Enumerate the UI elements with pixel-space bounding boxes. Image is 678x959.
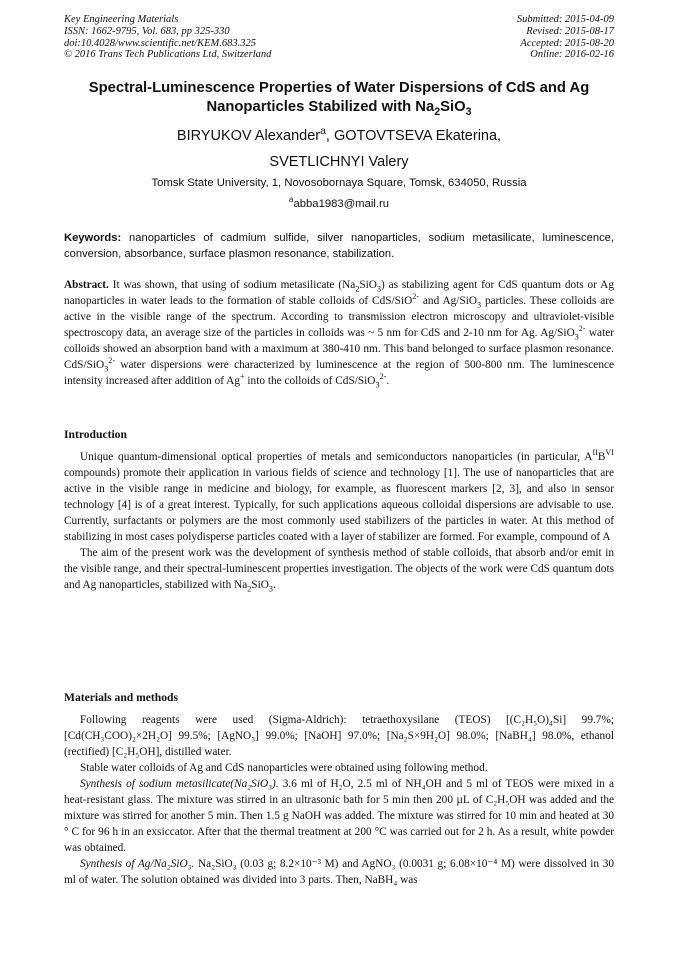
- methods-paragraph-4: Synthesis of Ag/Na₂SiO₃. Na₂SiO₃ (0.03 g; 8.2×10⁻³ M) and AgNO₃ (0.0031 g; 6.08×10⁻⁴ M) were dissolved in 30 ml of water. The solution obtained was divided into 3 parts. Then, NaBH₄ was: [64, 858, 614, 886]
- revised-date: Revised: 2015-08-17: [526, 25, 614, 37]
- abstract: Abstract. It was shown, that using of sodium metasilicate $(Na_2SiO_3)$ as stabilizing agent for CdS quantum dots or Ag nanoparticles in water leads to the formation of stable colloids of CdS/SiO$^{2-}$ and Ag/SiO$_3$ particles. These colloids are active in the visible range of the spectrum. According to transmission electron microscopy and ultraviolet-visible spectroscopy data, an average size of the particles in colloids was ~ 5 nm for CdS and 2-10 nm for Ag. Ag/SiO$_3^{2-}$ water colloids showed an absorption band with a maximum at 380-410 nm. This band belonged to surface plasmon resonance. CdS/SiO$_3^{2-}$ water dispersions were characterized by luminescence at the region of 500-800 nm. The luminescence intensity increased after addition of Ag+ into the colloids of CdS/SiO$_3^{2-}$.: [64, 279, 615, 390]
- methods-heading: Materials and methods: [64, 691, 179, 704]
- affiliation: Tomsk State University, 1, Novosobornaya Square, Tomsk, 634050, Russia: [151, 177, 527, 189]
- keywords-label: Keywords:: [64, 232, 122, 244]
- methods-body: [64, 712, 614, 888]
- header-right: [517, 14, 614, 61]
- title-line-1: Spectral-Luminescence Properties of Water Dispersions of CdS and Ag: [88, 80, 590, 96]
- paper-title: [64, 79, 614, 116]
- keywords-text: nanoparticles of cadmium sulfide, silver nanoparticles, sodium metasilicate, luminescence, conversion, absorbance, surface plasmon resonance, stabilization.: [64, 232, 614, 260]
- introduction-body: [64, 449, 614, 593]
- accepted-date: Accepted: 2015-08-20: [520, 37, 614, 49]
- methods-paragraph-2: Stable water colloids of Ag and CdS nanoparticles were obtained using following method.: [80, 762, 488, 774]
- author-2: GOTOVTSEVA Ekaterina,: [333, 128, 502, 144]
- methods-paragraph-1: Following reagents were used (Sigma-Aldrich): tetraethoxysilane (TEOS) [(C₂H₅O)₄Si] 99.7%; [Cd(CH₃COO)₂×2H₂O] 99.5%; [AgNO₃] 99.0%; [NaOH] 97.0%; [Na₂S×9H₂O] 98.0%; [NaBH₄] 98.0%, ethanol (rectified) [C₂H₅OH], distilled water.: [64, 714, 614, 758]
- keywords: [64, 231, 614, 262]
- author-1: BIRYUKOV Alexander: [176, 128, 321, 144]
- email-address[interactable]: abba1983@mail.ru: [293, 198, 390, 210]
- authors: [64, 123, 614, 175]
- introduction-heading: Introduction: [64, 428, 127, 441]
- author-3: SVETLICHNYI Valery: [269, 154, 409, 170]
- submitted-date: Submitted: 2015-04-09: [516, 14, 614, 25]
- doi: doi:10.4028/www.scientific.net/KEM.683.325: [64, 37, 256, 49]
- title-line-2: Nanoparticles Stabilized with $Na_2SiO_3$: [206, 98, 472, 118]
- authors-line-1: BIRYUKOV Alexander$^a$, GOTOVTSEVA Ekaterina,: [176, 126, 502, 144]
- copyright: © 2016 Trans Tech Publications Ltd, Switzerland: [64, 49, 272, 61]
- journal-name: Key Engineering Materials: [64, 14, 179, 25]
- abstract-label: Abstract.: [64, 279, 109, 291]
- issn: ISSN: 1662-9795, Vol. 683, pp 325-330: [64, 25, 230, 37]
- methods-paragraph-3: Synthesis of sodium metasilicate(Na₂SiO₃). 3.6 ml of H₂O, 2.5 ml of NH₄OH and 5 ml of TEOS were mixed in a heat-resistant glass. The mixture was stirred in an ultrasonic bath for 5 min then 200 µL of C₂H₅OH was added and the mixture was stirred for another 5 min. Then 1.5 g NaOH was added. The mixture was stirred for 10 min and heated at 30 ° C for 96 h in an exsiccator. After that the thermal treatment at 200 °C was carried out for 2 h. As a result, white powder was obtained.: [64, 778, 614, 854]
- online-date: Online: 2016-02-16: [530, 49, 614, 61]
- intro-paragraph-2: The aim of the present work was the development of synthesis method of stable colloids, that absorb and/or emit in the visible range, and their spectral-luminescent properties investigation. The objects of the work were CdS quantum dots and Ag nanoparticles, stabilized with $Na_2SiO_3$.: [64, 547, 614, 594]
- email: $^a$abba1983@mail.ru: [288, 195, 390, 210]
- intro-paragraph-1: Unique quantum-dimensional optical properties of metals and semiconductors nanoparticles (in particular, $A^{II}B^{VI}$ compounds) promote their application in various fields of science and technology [1]. The use of nanoparticles that are active in the visible range in medicine and biology, for example, as fluorescent markers [2, 3], and also in sensor technology [4] is of a great interest. Typically, for such applications aqueous colloidal dispersions are advisable to use. Currently, surfactants or polymers are the most commonly used stabilizers of the particles in water. At this method of stabilizing in most cases polydisperse particles coated with a layer of stabilizer are formed. For example, compound of A: [64, 448, 614, 543]
- header-left: [64, 14, 271, 61]
